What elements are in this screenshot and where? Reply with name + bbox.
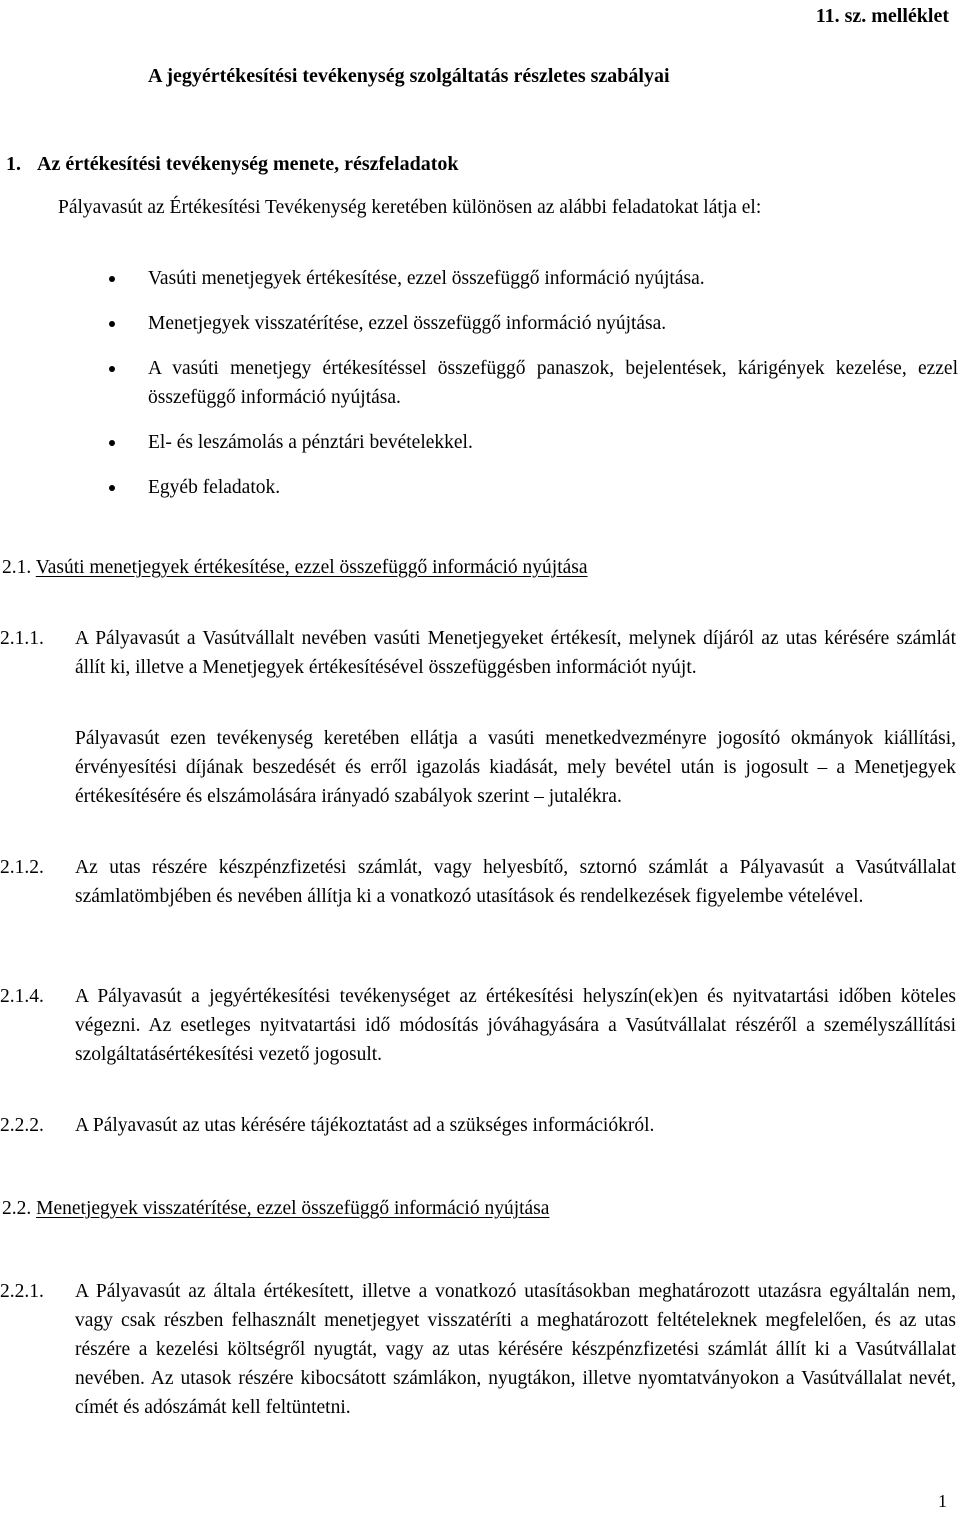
section-2-1-number: 2.1. — [2, 557, 32, 578]
list-item-text: El- és leszámolás a pénztári bevételekkel. — [148, 432, 473, 453]
list-item-text: Menetjegyek visszatérítése, ezzel összefüggő információ nyújtása. — [148, 313, 667, 334]
paragraph-text: Az utas részére készpénzfizetési számlát, vagy helyesbítő, sztornó számlát a Pályavasút a Vasútvállalat számlatömbjében és nevében állítja ki a vonatkozó utasítások és rendelkezések figyelembe vételével. — [75, 857, 956, 907]
paragraph-number: 2.2.2. — [0, 1115, 44, 1136]
section-2-1-heading — [2, 553, 952, 582]
section-1-number: 1. — [6, 153, 21, 175]
paragraph-number: 2.1.2. — [0, 857, 44, 878]
list-item — [58, 309, 958, 338]
paragraph-text: A Pályavasút a Vasútvállalt nevében vasúti Menetjegyeket értékesít, melynek díjáról az utas kérésére számlát állít ki, illetve a Menetjegyek értékesítésével összefüggésben információt nyújt. — [75, 628, 956, 678]
bullet-icon — [109, 366, 115, 372]
paragraph-number: 2.1.4. — [0, 986, 44, 1007]
list-item — [58, 473, 958, 502]
paragraph-text: A Pályavasút az általa értékesített, illetve a vonatkozó utasításokban meghatározott utazásra egyáltalán nem, vagy csak részben felhasznált menetjegyet visszatéríti a meghatározott feltételeknek megfelelően, és az utas részére a kezelési költségről nyugtát, vagy az utas kérésére készpénzfizetési számlát állít ki a Vasútvállalat nevében. Az utasok részére kibocsátott számlákon, nyugtákon, illetve nyomtatványokon a Vasútvállalat nevét, címét és adószámát kell feltüntetni. — [75, 1281, 956, 1418]
section-1-heading — [6, 150, 459, 179]
paragraph-text: A Pályavasút az utas kérésére tájékoztatást ad a szükséges információkról. — [75, 1115, 655, 1136]
task-list — [58, 264, 958, 518]
paragraph-number: 2.2.1. — [0, 1281, 44, 1302]
page-number: 1 — [938, 1491, 947, 1511]
list-item-text: A vasúti menetjegy értékesítéssel összefüggő panaszok, bejelentések, kárigények kezelése, ezzel összefüggő információ nyújtása. — [148, 358, 958, 408]
list-item — [58, 354, 958, 412]
bullet-icon — [109, 321, 115, 327]
document-title: A jegyértékesítési tevékenység szolgáltatás részletes szabályai — [148, 65, 670, 87]
bullet-icon — [109, 276, 115, 282]
section-1-intro: Pályavasút az Értékesítési Tevékenység keretében különösen az alábbi feladatokat látja el: — [58, 197, 762, 218]
paragraph-number: 2.1.1. — [0, 628, 44, 649]
section-2-2-number: 2.2. — [2, 1198, 32, 1219]
paragraph-text: Pályavasút ezen tevékenység keretében ellátja a vasúti menetkedvezményre jogosító okmányok kiállítási, érvényesítési díjának beszedését és erről igazolás kiadását, mely bevétel után is jogosult – a Menetjegyek értékesítésére és elszámolására irányadó szabályok szerint – jutalékra. — [75, 728, 956, 807]
bullet-icon — [109, 485, 115, 491]
annex-label: 11. sz. melléklet — [815, 5, 949, 27]
paragraph-text: A Pályavasút a jegyértékesítési tevékenységet az értékesítési helyszín(ek)en és nyitvatartási időben köteles végezni. Az esetleges nyitvatartási idő módosítás jóváhagyására a Vasútvállalat részéről a személyszállítási szolgáltatásértékesítési vezető jogosult. — [75, 986, 956, 1065]
list-item — [58, 264, 958, 293]
list-item — [58, 428, 958, 457]
section-2-2-heading — [2, 1194, 952, 1223]
list-item-text: Vasúti menetjegyek értékesítése, ezzel összefüggő információ nyújtása. — [148, 268, 705, 289]
section-1-title: Az értékesítési tevékenység menete, részfeladatok — [37, 153, 459, 175]
bullet-icon — [109, 440, 115, 446]
section-2-1-title: Vasúti menetjegyek értékesítése, ezzel összefüggő információ nyújtása — [35, 557, 588, 578]
section-2-2-title: Menetjegyek visszatérítése, ezzel összefüggő információ nyújtása — [36, 1198, 550, 1219]
list-item-text: Egyéb feladatok. — [148, 477, 281, 498]
